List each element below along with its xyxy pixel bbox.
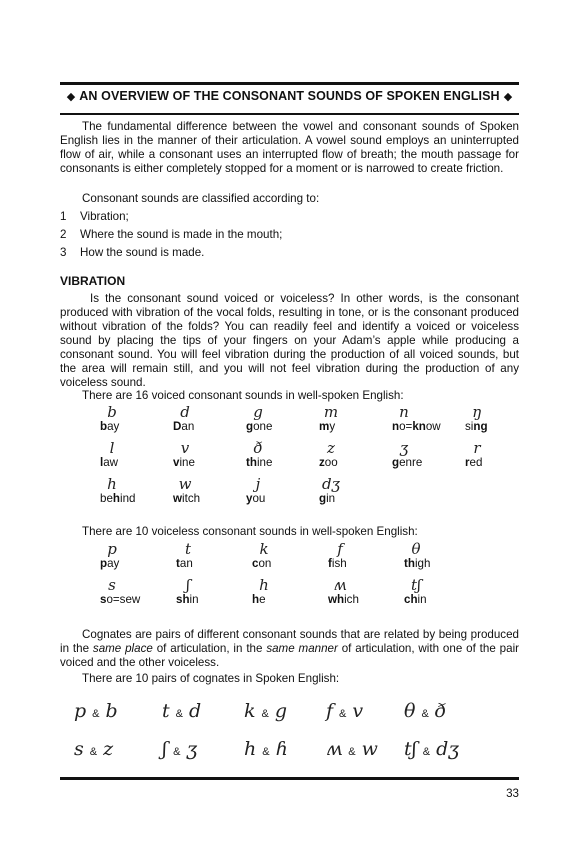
sound-letters: kn <box>412 420 426 433</box>
word-rest: in <box>189 593 199 606</box>
voiceless-symbol: ʃ <box>162 738 168 760</box>
sound-letters: l <box>100 456 104 469</box>
phonetic-symbol: b <box>107 403 117 421</box>
sound-letters: b <box>100 420 108 433</box>
word-rest: e <box>259 593 266 606</box>
word-part: o= <box>399 420 413 433</box>
phonetic-symbol: j <box>255 475 261 493</box>
sound-letters: h <box>252 593 260 606</box>
voiceless-symbol: p <box>74 700 87 722</box>
phonetic-symbol: θ <box>411 540 421 558</box>
sound-letters: f <box>328 557 332 570</box>
word-rest: ish <box>331 557 347 570</box>
word-rest: ind <box>120 492 136 505</box>
sound-letters: n <box>392 420 400 433</box>
voiced-symbol: dʒ <box>436 738 460 760</box>
cognate-pair <box>404 700 446 722</box>
phonetic-symbol: s <box>108 576 116 594</box>
title-rule <box>60 113 519 115</box>
word-rest: ine <box>256 456 273 469</box>
list-item: 3 How the sound is made. <box>60 246 205 259</box>
voiced-symbol: v <box>352 700 364 722</box>
phonetic-symbol: ð <box>253 439 263 457</box>
sound-letters: z <box>319 456 325 469</box>
sound-letters: g <box>392 456 400 469</box>
sound-letters: w <box>173 492 183 505</box>
word-rest: one <box>253 420 273 433</box>
word-rest: igh <box>414 557 431 570</box>
top-rule <box>60 82 519 85</box>
example-word <box>404 593 494 607</box>
phonetic-symbol: h <box>107 475 117 493</box>
cognate-pair <box>404 738 459 760</box>
voiceless-symbol: tʃ <box>404 738 417 760</box>
example-word <box>404 557 494 571</box>
phonetic-symbol: ʃ <box>185 576 191 594</box>
voiced-symbol: ð <box>434 700 447 722</box>
word-rest: ine <box>179 456 195 469</box>
voiceless-symbol: k <box>244 700 256 722</box>
cognates-intro: There are 10 pairs of cognates in Spoken English: <box>82 672 340 685</box>
phonetic-symbol: h <box>259 576 269 594</box>
ampersand: & <box>89 746 98 758</box>
phonetic-symbol: dʒ <box>321 475 341 493</box>
phonetic-symbol: d <box>180 403 190 421</box>
phonetic-symbol: l <box>109 439 115 457</box>
consonant-cell <box>404 577 494 607</box>
cognate-pair <box>244 700 287 722</box>
sound-letters: ng <box>473 420 488 433</box>
word-rest: y <box>329 420 336 433</box>
cognate-pair <box>244 738 288 760</box>
word-rest: in <box>326 492 336 505</box>
voiced-symbol: g <box>274 700 288 722</box>
voiceless-symbol: ʍ <box>326 738 343 760</box>
word-rest: oo <box>324 456 338 469</box>
sound-letters: t <box>176 557 180 570</box>
sound-letters: D <box>173 420 182 433</box>
ampersand: & <box>175 708 183 720</box>
classified-line: Consonant sounds are classified according to: <box>82 192 320 205</box>
cognate-pair <box>74 700 118 722</box>
sound-letters: g <box>246 420 254 433</box>
word-rest: aw <box>103 456 119 469</box>
phonetic-symbol: ʒ <box>399 439 409 457</box>
word-prefix: si <box>465 420 474 433</box>
cognate-pair <box>326 738 378 760</box>
example-word <box>465 456 555 470</box>
voiceless-symbol: f <box>326 700 334 722</box>
voiced-symbol: ɦ <box>275 738 288 760</box>
word-rest: o=sew <box>106 593 141 606</box>
cognate-pairs <box>74 700 514 770</box>
phonetic-symbol: tʃ <box>410 576 422 594</box>
sound-letters: sh <box>176 593 190 606</box>
word-rest: on <box>258 557 272 570</box>
word-rest: ow <box>425 420 441 433</box>
list-item: 1 Vibration; <box>60 210 129 223</box>
phonetic-symbol: m <box>323 403 339 421</box>
cognate-pair <box>162 700 201 722</box>
ampersand: & <box>173 746 181 758</box>
ampersand: & <box>422 746 431 758</box>
phonetic-symbol: p <box>107 540 117 558</box>
voiced-symbol: w <box>361 738 378 760</box>
ampersand: & <box>262 746 270 758</box>
phonetic-symbol: ŋ <box>472 403 482 421</box>
word-rest: an <box>181 420 195 433</box>
voiced-intro: There are 16 voiced consonant sounds in well-spoken English: <box>82 389 404 402</box>
word-rest: ed <box>469 456 483 469</box>
word-rest: ou <box>252 492 266 505</box>
phonetic-symbol: v <box>180 439 190 457</box>
sound-letters: r <box>465 456 470 469</box>
voiceless-symbol: h <box>244 738 257 760</box>
ampersand: & <box>261 708 269 720</box>
section-title-text: AN OVERVIEW OF THE CONSONANT SOUNDS OF SPOKEN ENGLISH <box>79 89 500 103</box>
vibration-heading: VIBRATION <box>60 274 126 288</box>
cognates-paragraph: Cognates are pairs of different consonant sounds that are related by being produced in the same place of articulation, in the same manner of articulation, with one of the pair voiced and the other voiceless. <box>60 628 520 669</box>
voiced-symbol: d <box>188 700 202 722</box>
phonetic-symbol: r <box>473 439 481 457</box>
phonetic-symbol: g <box>253 403 263 421</box>
sound-letters: g <box>319 492 327 505</box>
word-rest: in <box>417 593 427 606</box>
cognate-pair <box>74 738 113 760</box>
intro-paragraph: The fundamental difference between the vowel and consonant sounds of Spoken English lies in the manner of their articulation. A vowel sound employs an uninterrupted flow of air, while a consonant uses an interrupted flow of breath; the mouth passage for consonants is either completely stopped for a moment or is narrowed to create friction. <box>60 120 519 175</box>
word-rest: ich <box>344 593 359 606</box>
sound-letters: th <box>404 557 415 570</box>
ampersand: & <box>348 746 356 758</box>
voiceless-intro: There are 10 voiceless consonant sounds in well-spoken English: <box>82 525 418 538</box>
sound-letters: c <box>252 557 259 570</box>
sound-letters: v <box>173 456 180 469</box>
section-title <box>60 89 519 103</box>
vibration-paragraph: Is the consonant sound voiced or voiceless? In other words, is the consonant produced with vibration of the vocal folds, resulting in tone, or is the consonant produced without vibration of the folds? You can readily feel and identify a voiced or voiceless sound by placing the tips of your fingers on your Adam’s apple while producing a consonant sound. You will feel vibration during the production of all voiced sounds, but the area will remain still, and you will not feel vibration during the production of any voiceless sound. <box>60 292 519 389</box>
sound-letters: ch <box>404 593 418 606</box>
voiceless-symbol: θ <box>404 700 416 722</box>
word-rest: ay <box>107 557 120 570</box>
cognate-pair <box>162 738 197 760</box>
phonetic-symbol: k <box>259 540 269 558</box>
voiceless-symbol: t <box>162 700 170 722</box>
sound-letters: m <box>319 420 330 433</box>
voiced-symbol: b <box>105 700 118 722</box>
phonetic-symbol: t <box>184 540 192 558</box>
page-number: 33 <box>506 787 519 800</box>
voiced-symbol: z <box>103 738 114 760</box>
word-prefix: be <box>100 492 113 505</box>
diamond-icon: ◆ <box>503 91 513 103</box>
phonetic-symbol: z <box>327 439 335 457</box>
phonetic-symbol: n <box>399 403 409 421</box>
example-word <box>319 492 409 506</box>
list-item: 2 Where the sound is made in the mouth; <box>60 228 283 241</box>
consonant-cell <box>319 476 409 506</box>
example-word <box>465 420 555 434</box>
phonetic-symbol: f <box>337 540 343 558</box>
ampersand: & <box>421 708 429 720</box>
consonant-cell <box>465 440 555 470</box>
consonant-cell <box>465 404 555 434</box>
sound-letters: th <box>246 456 257 469</box>
sound-letters: p <box>100 557 108 570</box>
sound-letters: wh <box>328 593 345 606</box>
bottom-rule <box>60 777 519 780</box>
word-rest: ay <box>107 420 120 433</box>
ampersand: & <box>339 708 347 720</box>
word-rest: an <box>179 557 193 570</box>
phonetic-symbol: ʍ <box>333 576 347 594</box>
cognate-pair <box>326 700 363 722</box>
voiceless-symbol: s <box>74 738 84 760</box>
word-rest: itch <box>182 492 201 505</box>
sound-letters: y <box>246 492 253 505</box>
ampersand: & <box>92 708 100 720</box>
voiced-symbol: ʒ <box>186 738 198 760</box>
sound-letters: h <box>112 492 120 505</box>
word-rest: enre <box>399 456 423 469</box>
sound-letters: s <box>100 593 107 606</box>
diamond-icon: ◆ <box>66 91 76 103</box>
phonetic-symbol: w <box>178 475 192 493</box>
consonant-cell <box>404 541 494 571</box>
